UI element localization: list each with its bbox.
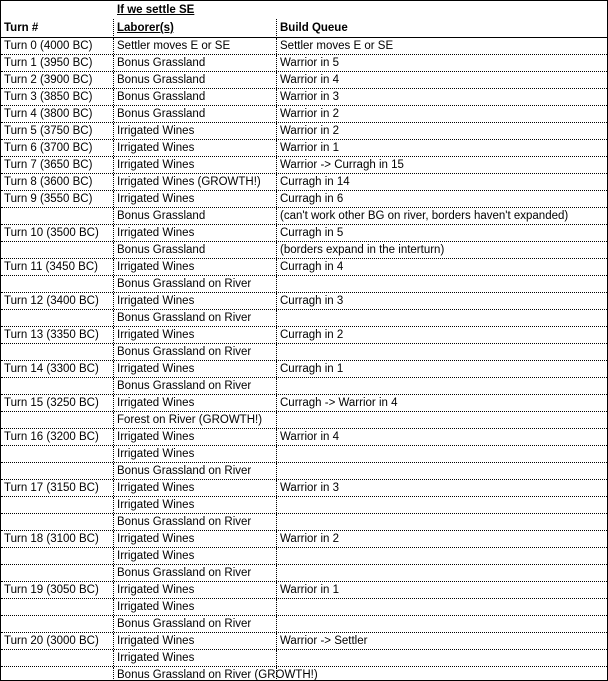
build-queue-cell[interactable]: Curragh in 2	[280, 329, 344, 341]
turn-cell[interactable]: Turn 0 (4000 BC)	[1, 38, 114, 54]
table-row	[1, 565, 607, 582]
laborer-cell[interactable]: Irrigated Wines	[114, 123, 277, 139]
laborer-cell[interactable]: Bonus Grassland on River	[114, 463, 277, 479]
turn-cell[interactable]	[1, 412, 114, 428]
laborer-cell[interactable]: Bonus Grassland	[114, 208, 277, 224]
build-queue-cell[interactable]: Curragh in 5	[280, 227, 344, 239]
table-row	[1, 55, 607, 72]
turn-cell[interactable]	[1, 497, 114, 513]
turn-cell[interactable]: Turn 16 (3200 BC)	[1, 429, 114, 445]
table-row	[1, 106, 607, 123]
laborer-cell[interactable]: Irrigated Wines	[114, 480, 277, 496]
laborer-cell[interactable]: Irrigated Wines	[114, 157, 277, 173]
turn-column-header[interactable]: Turn #	[1, 19, 114, 38]
turn-cell[interactable]	[1, 565, 114, 581]
build-queue-cell[interactable]	[277, 650, 607, 666]
build-queue-cell[interactable]: Warrior in 2	[280, 108, 339, 120]
table-row	[1, 497, 607, 514]
build-queue-cell[interactable]: Warrior in 4	[280, 74, 339, 86]
turn-cell[interactable]: Turn 10 (3500 BC)	[1, 225, 114, 241]
table-row	[1, 650, 607, 667]
laborer-cell[interactable]: Irrigated Wines	[114, 497, 277, 513]
laborer-cell[interactable]: Irrigated Wines	[114, 225, 277, 241]
build-queue-cell[interactable]	[277, 378, 607, 394]
table-row	[1, 429, 607, 446]
table-row	[1, 140, 607, 157]
laborer-cell[interactable]: Bonus Grassland on River	[114, 565, 277, 581]
build-queue-cell[interactable]: Warrior -> Settler	[280, 635, 368, 647]
table-row	[1, 599, 607, 616]
turn-cell[interactable]: Turn 19 (3050 BC)	[1, 582, 114, 598]
build-queue-cell[interactable]	[277, 344, 607, 360]
turn-cell[interactable]: Turn 20 (3000 BC)	[1, 633, 114, 649]
table-row	[1, 514, 607, 531]
table-row	[1, 191, 607, 208]
build-queue-cell[interactable]: Settler moves E or SE	[280, 40, 394, 52]
laborer-cell[interactable]: Irrigated Wines	[114, 650, 277, 666]
turn-cell[interactable]: Turn 2 (3900 BC)	[1, 72, 114, 88]
build-queue-cell[interactable]: Curragh in 1	[280, 363, 344, 375]
turn-cell[interactable]: Turn 12 (3400 BC)	[1, 293, 114, 309]
build-queue-column-header[interactable]: Build Queue	[280, 22, 348, 34]
table-row	[1, 344, 607, 361]
laborer-cell[interactable]: Irrigated Wines	[114, 548, 277, 564]
table-row	[1, 293, 607, 310]
laborer-cell[interactable]: Settler moves E or SE	[114, 38, 277, 54]
table-row	[1, 378, 607, 395]
table-row	[1, 616, 607, 633]
build-queue-cell[interactable]	[277, 497, 607, 513]
turn-cell[interactable]	[1, 616, 114, 632]
laborer-cell[interactable]: Irrigated Wines	[114, 446, 277, 462]
table-row	[1, 72, 607, 89]
turn-cell[interactable]	[1, 463, 114, 479]
build-queue-cell[interactable]: (can't work other BG on river, borders haven't expanded)	[280, 210, 569, 222]
build-queue-cell[interactable]: Warrior in 4	[280, 431, 339, 443]
laborer-cell[interactable]: Bonus Grassland on River	[114, 310, 277, 326]
table-row	[1, 38, 607, 55]
laborer-cell[interactable]: Bonus Grassland on River	[114, 378, 277, 394]
laborers-column-header[interactable]: Laborer(s)	[114, 19, 277, 38]
table-row	[1, 242, 607, 259]
table-row	[1, 395, 607, 412]
build-queue-cell[interactable]: Curragh in 3	[280, 295, 344, 307]
turn-cell[interactable]: Turn 5 (3750 BC)	[1, 123, 114, 139]
laborer-cell[interactable]: Bonus Grassland	[114, 89, 277, 105]
table-row	[1, 633, 607, 650]
laborer-cell[interactable]: Irrigated Wines	[114, 361, 277, 377]
table-row	[1, 446, 607, 463]
build-queue-cell[interactable]: Curragh in 4	[280, 261, 344, 273]
laborer-cell[interactable]: Irrigated Wines	[114, 191, 277, 207]
turn-cell[interactable]	[1, 276, 114, 292]
build-queue-cell[interactable]: Curragh in 6	[280, 193, 344, 205]
table-row	[1, 310, 607, 327]
build-queue-cell[interactable]	[277, 514, 607, 530]
table-row	[1, 412, 607, 429]
laborer-cell[interactable]: Irrigated Wines	[114, 293, 277, 309]
build-queue-cell[interactable]	[277, 599, 607, 615]
turn-cell[interactable]	[1, 242, 114, 258]
table-row	[1, 327, 607, 344]
build-queue-cell[interactable]: Curragh -> Warrior in 4	[280, 397, 398, 409]
turn-cell[interactable]	[1, 378, 114, 394]
table-body	[1, 38, 607, 681]
laborer-cell[interactable]: Irrigated Wines	[114, 429, 277, 445]
laborer-cell[interactable]: Forest on River (GROWTH!)	[114, 412, 277, 428]
laborer-cell[interactable]: Irrigated Wines	[114, 140, 277, 156]
title-row	[1, 1, 607, 19]
laborer-cell[interactable]: Irrigated Wines	[114, 599, 277, 615]
turn-cell[interactable]: Turn 15 (3250 BC)	[1, 395, 114, 411]
build-queue-cell[interactable]: Warrior in 1	[280, 584, 339, 596]
build-queue-cell[interactable]	[277, 463, 607, 479]
turn-cell[interactable]: Turn 1 (3950 BC)	[1, 55, 114, 71]
build-queue-cell[interactable]: Warrior in 5	[280, 57, 339, 69]
turn-cell[interactable]: Turn 3 (3850 BC)	[1, 89, 114, 105]
build-queue-cell[interactable]	[277, 276, 607, 292]
build-queue-cell[interactable]	[277, 310, 607, 326]
build-queue-cell[interactable]	[277, 565, 607, 581]
laborer-cell[interactable]: Bonus Grassland	[114, 242, 277, 258]
turn-cell[interactable]: Turn 11 (3450 BC)	[1, 259, 114, 275]
turn-cell[interactable]: Turn 13 (3350 BC)	[1, 327, 114, 343]
build-queue-cell[interactable]: Warrior in 3	[280, 91, 339, 103]
turn-cell[interactable]: Turn 17 (3150 BC)	[1, 480, 114, 496]
table-row	[1, 174, 607, 191]
table-row	[1, 480, 607, 497]
table-row	[1, 531, 607, 548]
table-row	[1, 276, 607, 293]
table-row	[1, 225, 607, 242]
laborer-cell[interactable]: Irrigated Wines	[114, 531, 277, 547]
build-queue-cell[interactable]: Curragh in 14	[280, 176, 350, 188]
laborer-cell[interactable]: Bonus Grassland	[114, 72, 277, 88]
laborer-cell[interactable]: Irrigated Wines	[114, 582, 277, 598]
header-row	[1, 19, 607, 38]
laborer-cell[interactable]: Irrigated Wines (GROWTH!)	[114, 174, 277, 190]
laborer-cell[interactable]: Bonus Grassland	[114, 55, 277, 71]
build-queue-cell[interactable]: Warrior in 2	[280, 533, 339, 545]
laborer-cell[interactable]: Bonus Grassland on River	[114, 344, 277, 360]
build-queue-cell[interactable]	[277, 548, 607, 564]
table-row	[1, 463, 607, 480]
build-queue-cell[interactable]: Warrior in 1	[280, 142, 339, 154]
title-blank-cell[interactable]	[1, 1, 114, 19]
build-queue-cell[interactable]: Warrior in 3	[280, 482, 339, 494]
table-row	[1, 361, 607, 378]
table-row	[1, 582, 607, 599]
turn-cell[interactable]	[1, 310, 114, 326]
table-row	[1, 667, 607, 681]
build-queue-cell[interactable]: (borders expand in the interturn)	[280, 244, 445, 256]
turn-cell[interactable]: Turn 8 (3600 BC)	[1, 174, 114, 190]
turn-cell[interactable]: Turn 18 (3100 BC)	[1, 531, 114, 547]
table-row	[1, 157, 607, 174]
table-row	[1, 89, 607, 106]
table-row	[1, 123, 607, 140]
turn-cell[interactable]	[1, 344, 114, 360]
laborer-cell[interactable]: Irrigated Wines	[114, 633, 277, 649]
turn-cell[interactable]	[1, 446, 114, 462]
turn-cell[interactable]	[1, 208, 114, 224]
build-queue-cell[interactable]	[277, 667, 607, 681]
build-queue-cell[interactable]: Warrior -> Curragh in 15	[280, 159, 404, 171]
table-row	[1, 548, 607, 565]
turn-cell[interactable]	[1, 514, 114, 530]
turn-cell[interactable]	[1, 548, 114, 564]
turn-cell[interactable]: Turn 4 (3800 BC)	[1, 106, 114, 122]
turn-cell[interactable]: Turn 6 (3700 BC)	[1, 140, 114, 156]
turn-cell[interactable]	[1, 599, 114, 615]
laborer-cell[interactable]: Irrigated Wines	[114, 395, 277, 411]
laborer-cell[interactable]: Bonus Grassland on River	[114, 514, 277, 530]
laborer-cell[interactable]: Irrigated Wines	[114, 327, 277, 343]
build-queue-cell[interactable]	[277, 616, 607, 632]
turn-cell[interactable]	[1, 650, 114, 666]
turn-cell[interactable]: Turn 7 (3650 BC)	[1, 157, 114, 173]
laborer-cell[interactable]: Bonus Grassland on River	[114, 616, 277, 632]
laborer-cell[interactable]: Bonus Grassland on River (GROWTH!)	[114, 667, 277, 681]
build-queue-cell[interactable]	[277, 412, 607, 428]
laborer-cell[interactable]: Irrigated Wines	[114, 259, 277, 275]
turn-cell[interactable]: Turn 14 (3300 BC)	[1, 361, 114, 377]
table-row	[1, 259, 607, 276]
build-queue-cell[interactable]	[277, 446, 607, 462]
table-row	[1, 208, 607, 225]
build-queue-cell[interactable]: Warrior in 2	[280, 125, 339, 137]
laborer-cell[interactable]: Bonus Grassland	[114, 106, 277, 122]
laborer-cell[interactable]: Bonus Grassland on River	[114, 276, 277, 292]
sheet-title[interactable]: If we settle SE	[117, 4, 195, 16]
turn-cell[interactable]: Turn 9 (3550 BC)	[1, 191, 114, 207]
turn-cell[interactable]	[1, 667, 114, 681]
